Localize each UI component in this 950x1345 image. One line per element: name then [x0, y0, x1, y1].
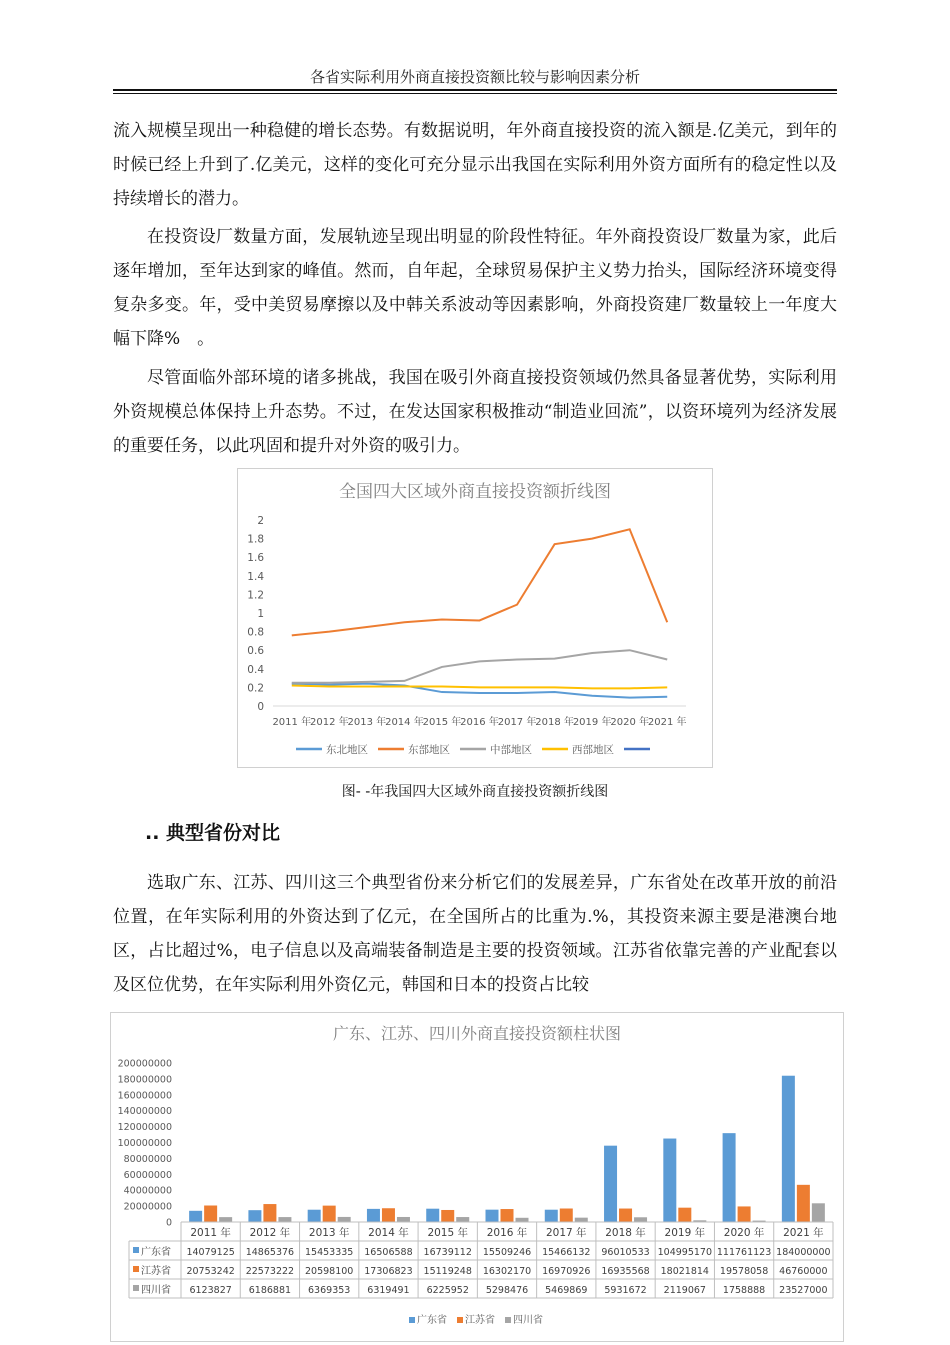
bar-四川省	[634, 1217, 647, 1222]
bar-江苏省	[738, 1206, 751, 1222]
x-tick-label: 2011 年	[272, 717, 312, 728]
y-tick-label: 0.6	[247, 645, 264, 658]
legend-label: 东部地区	[408, 744, 450, 756]
bar-广东省	[486, 1210, 499, 1222]
table-header-cell: 2015 年	[427, 1227, 469, 1239]
header-rule-thin	[113, 93, 837, 94]
paragraph-4: 选取广东、江苏、四川这三个典型省份来分析它们的发展差异，广东省处在改革开放的前沿位置，在年实际利用的外资达到了亿元，在全国所占的比重为.%，其投资来源主要是港澳台地区，占比超过%，电子信息以及高端装备制造是主要的投资领域。江苏省依靠完善的产业配套以及区位优势，在年实际利用外资亿元，韩国和日本的投资占比较	[113, 873, 837, 995]
bar-广东省	[248, 1210, 261, 1222]
table-value-cell: 15119248	[423, 1266, 472, 1277]
legend-swatch	[457, 1317, 463, 1323]
paragraph-3: 尽管面临外部环境的诸多挑战，我国在吸引外商直接投资领域仍然具备显著优势，实际利用外资规模总体保持上升态势。不过，在发达国家积极推动“制造业回流”，以资环境列为经济发展的重要任务，以此巩固和提升对外资的吸引力。	[113, 368, 837, 456]
table-value-cell: 20598100	[305, 1266, 354, 1277]
series-line-西部地区	[292, 686, 667, 689]
bar-四川省	[219, 1217, 232, 1222]
series-line-东部地区	[292, 529, 667, 635]
bar-四川省	[812, 1203, 825, 1222]
legend-label: 江苏省	[465, 1315, 495, 1326]
table-value-cell: 5298476	[485, 1285, 529, 1296]
table-value-cell: 14865376	[245, 1247, 295, 1258]
table-legend-key	[133, 1285, 139, 1291]
bar-chart-frame	[110, 1012, 844, 1342]
y-tick-label: 20000000	[123, 1201, 172, 1213]
y-tick-label: 1.8	[247, 533, 264, 546]
x-tick-label: 2012 年	[309, 717, 349, 728]
table-header-cell: 2020 年	[723, 1227, 765, 1239]
x-tick-label: 2013 年	[347, 717, 387, 728]
figure-caption: 图- -年我国四大区域外商直接投资额折线图	[341, 784, 609, 800]
table-value-cell: 19578058	[719, 1266, 769, 1277]
line-chart-frame	[237, 468, 713, 768]
y-tick-label: 80000000	[123, 1153, 172, 1165]
table-header-cell: 2018 年	[605, 1227, 646, 1239]
line-chart	[238, 469, 712, 767]
legend-label: 西部地区	[572, 744, 614, 756]
y-tick-label: 0	[165, 1217, 172, 1229]
x-tick-label: 2015 年	[422, 717, 462, 728]
table-value-cell: 16970926	[542, 1266, 591, 1277]
table-series-name: 江苏省	[141, 1266, 171, 1277]
table-value-cell: 2119067	[663, 1285, 706, 1296]
bar-江苏省	[678, 1208, 691, 1222]
table-value-cell: 5469869	[545, 1285, 588, 1296]
paragraph-1: 流入规模呈现出一种稳健的增长态势。有数据说明，年外商直接投资的流入额是.亿美元，到年的时候已经上升到了.亿美元，这样的变化可充分显示出我国在实际利用外资方面所有的稳定性以及持续增长的潜力。	[113, 121, 837, 209]
table-legend-key	[133, 1247, 139, 1253]
x-tick-label: 2016 年	[460, 717, 499, 728]
table-value-cell: 96010533	[601, 1247, 650, 1258]
table-value-cell: 5931672	[604, 1285, 647, 1296]
table-value-cell: 15466132	[542, 1247, 591, 1258]
bar-四川省	[397, 1217, 410, 1222]
table-value-cell: 6186881	[248, 1285, 292, 1296]
bar-四川省	[516, 1218, 529, 1222]
bar-江苏省	[501, 1209, 514, 1222]
bar-chart	[111, 1013, 843, 1341]
table-value-cell: 15509246	[482, 1247, 532, 1258]
y-tick-label: 180000000	[117, 1074, 172, 1086]
y-tick-label: 0	[257, 701, 264, 713]
bar-江苏省	[797, 1185, 810, 1222]
legend-label: 四川省	[513, 1315, 543, 1326]
bar-江苏省	[382, 1208, 395, 1222]
table-header-cell: 2011 年	[190, 1227, 231, 1239]
bar-广东省	[723, 1133, 736, 1222]
running-header: 各省实际利用外商直接投资额比较与影响因素分析	[309, 68, 640, 86]
y-tick-label: 100000000	[117, 1138, 172, 1149]
legend-label: 中部地区	[490, 744, 532, 756]
legend-swatch	[505, 1317, 511, 1323]
bar-江苏省	[441, 1210, 454, 1222]
table-value-cell: 23527000	[779, 1285, 828, 1296]
table-legend-key	[133, 1266, 139, 1272]
table-value-cell: 1758888	[722, 1285, 766, 1296]
bar-广东省	[308, 1210, 321, 1222]
table-value-cell: 16506588	[364, 1247, 413, 1258]
y-tick-label: 140000000	[117, 1106, 172, 1118]
table-value-cell: 184000000	[776, 1247, 831, 1258]
table-value-cell: 6369353	[308, 1285, 351, 1296]
bar-广东省	[367, 1209, 380, 1222]
table-value-cell: 17306823	[364, 1266, 413, 1277]
header-rule-thick	[113, 89, 837, 91]
table-value-cell: 104995170	[657, 1247, 713, 1258]
y-tick-label: 2	[257, 515, 264, 527]
bar-广东省	[545, 1210, 558, 1222]
table-header-cell: 2019 年	[664, 1227, 706, 1239]
legend-swatch	[409, 1317, 415, 1323]
bar-四川省	[456, 1217, 469, 1222]
y-tick-label: 0.2	[247, 682, 264, 695]
table-header-cell: 2014 年	[368, 1227, 409, 1239]
table-value-cell: 6319491	[367, 1285, 410, 1296]
table-value-cell: 111761123	[716, 1247, 772, 1258]
table-value-cell: 16302170	[482, 1266, 532, 1277]
bar-四川省	[338, 1217, 351, 1222]
table-series-name: 广东省	[141, 1247, 171, 1258]
line-chart-title: 全国四大区域外商直接投资额折线图	[339, 482, 611, 502]
bar-四川省	[575, 1218, 588, 1222]
x-tick-label: 2017 年	[497, 717, 537, 728]
y-tick-label: 120000000	[117, 1122, 172, 1134]
table-value-cell: 20753242	[186, 1266, 235, 1277]
x-tick-label: 2014 年	[385, 717, 424, 728]
paragraph-2: 在投资设厂数量方面，发展轨迹呈现出明显的阶段性特征。年外商投资设厂数量为家，此后逐年增加，至年达到家的峰值。然而，自年起，全球贸易保护主义势力抬头，国际经济环境变得复杂多变。年，受中美贸易摩擦以及中韩关系波动等因素影响，外商投资建厂数量较上一年度大幅下降% 。	[113, 227, 837, 349]
table-value-cell: 46760000	[779, 1266, 828, 1277]
y-tick-label: 200000000	[117, 1058, 172, 1070]
y-tick-label: 1	[257, 608, 264, 620]
table-value-cell: 6225952	[426, 1285, 469, 1296]
y-tick-label: 160000000	[117, 1090, 172, 1102]
table-header-cell: 2021 年	[783, 1227, 824, 1239]
table-header-cell: 2016 年	[486, 1227, 528, 1239]
table-value-cell: 18021814	[660, 1266, 709, 1277]
bar-广东省	[663, 1139, 676, 1222]
bar-江苏省	[263, 1204, 276, 1222]
bar-江苏省	[619, 1209, 632, 1222]
table-value-cell: 16935568	[601, 1266, 650, 1277]
x-tick-label: 2018 年	[535, 717, 574, 728]
y-tick-label: 1.4	[247, 570, 264, 583]
legend-label: 东北地区	[326, 744, 368, 756]
table-value-cell: 16739112	[423, 1247, 472, 1258]
bar-广东省	[426, 1209, 439, 1222]
bar-广东省	[189, 1211, 202, 1222]
x-tick-label: 2021 年	[647, 717, 687, 728]
table-value-cell: 14079125	[186, 1247, 235, 1258]
y-tick-label: 40000000	[123, 1185, 172, 1197]
table-value-cell: 22573222	[245, 1266, 295, 1277]
y-tick-label: 0.4	[247, 663, 264, 676]
bar-广东省	[604, 1146, 617, 1222]
x-tick-label: 2019 年	[572, 717, 612, 728]
table-value-cell: 6123827	[189, 1285, 232, 1296]
table-series-name: 四川省	[141, 1285, 171, 1296]
series-line-中部地区	[292, 650, 667, 683]
bar-江苏省	[323, 1206, 336, 1222]
bar-广东省	[782, 1076, 795, 1222]
bar-四川省	[278, 1217, 291, 1222]
x-tick-label: 2020 年	[610, 717, 650, 728]
legend-label: 广东省	[417, 1315, 447, 1326]
section-heading: .. 典型省份对比	[145, 822, 281, 844]
table-value-cell: 15453335	[305, 1247, 354, 1258]
y-tick-label: 60000000	[123, 1169, 172, 1181]
bar-江苏省	[204, 1206, 217, 1222]
table-header-cell: 2012 年	[249, 1227, 291, 1239]
y-tick-label: 1.6	[247, 552, 264, 565]
y-tick-label: 1.2	[247, 589, 264, 602]
table-header-cell: 2013 年	[308, 1227, 350, 1239]
bar-江苏省	[560, 1209, 573, 1222]
table-header-cell: 2017 年	[545, 1227, 587, 1239]
y-tick-label: 0.8	[247, 626, 264, 639]
bar-chart-title: 广东、江苏、四川外商直接投资额柱状图	[332, 1024, 622, 1043]
